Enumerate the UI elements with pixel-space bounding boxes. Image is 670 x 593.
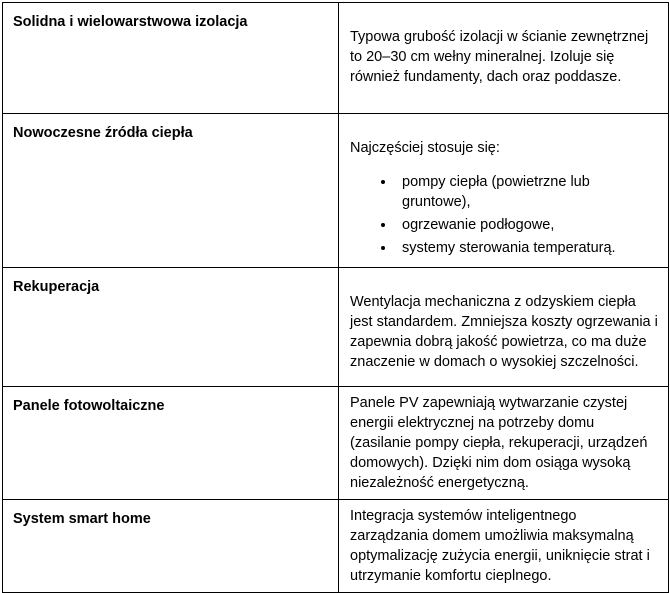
term-label: Solidna i wielowarstwowa izolacja	[13, 14, 248, 30]
description-text: Panele PV zapewniają wytwarzanie czystej energii elektrycznej na potrzeby domu (zasilanie pompy ciepła, rekuperacji, urządzeń domowych). Dzięki nim dom osiąga wysoką niezależność energetyczną.	[350, 395, 648, 491]
desc-cell-recuperation	[339, 268, 669, 387]
description-text: Najczęściej stosuje się:	[350, 140, 500, 156]
list-item: • pompy ciepła (powietrzne lub gruntowe),	[396, 172, 658, 212]
features-table	[2, 2, 669, 593]
table-row	[3, 114, 669, 268]
term-cell-photovoltaic	[3, 387, 339, 500]
desc-cell-heat-sources	[339, 114, 669, 268]
desc-cell-insulation	[339, 3, 669, 114]
list-item: • ogrzewanie podłogowe,	[396, 215, 658, 235]
term-cell-smart-home	[3, 500, 339, 593]
term-cell-heat-sources	[3, 114, 339, 268]
table-row	[3, 3, 669, 114]
term-label: Panele fotowoltaiczne	[13, 398, 165, 414]
table-row	[3, 387, 669, 500]
description-text: Wentylacja mechaniczna z odzyskiem ciepła jest standardem. Zmniejsza koszty ogrzewania i zapewnia dobrą jakość powietrza, co ma duże znaczenie w domach o wysokiej szczelności.	[350, 294, 658, 370]
term-cell-insulation	[3, 3, 339, 114]
description-text: Integracja systemów inteligentnego zarządzania domem umożliwia maksymalną optymalizację zużycia energii, uniknięcie strat i utrzymanie komfortu cieplnego.	[350, 508, 650, 584]
bullet-list	[350, 172, 658, 258]
table-row	[3, 500, 669, 593]
term-label: System smart home	[13, 511, 151, 527]
term-label: Rekuperacja	[13, 279, 100, 295]
term-label: Nowoczesne źródła ciepła	[13, 125, 193, 141]
list-item: • systemy sterowania temperaturą.	[396, 238, 658, 258]
description-text: Typowa grubość izolacji w ścianie zewnętrznej to 20–30 cm wełny mineralnej. Izoluje się również fundamenty, dach oraz poddasze.	[350, 29, 649, 85]
desc-cell-smart-home	[339, 500, 669, 593]
term-cell-recuperation	[3, 268, 339, 387]
desc-cell-photovoltaic	[339, 387, 669, 500]
table-row	[3, 268, 669, 387]
